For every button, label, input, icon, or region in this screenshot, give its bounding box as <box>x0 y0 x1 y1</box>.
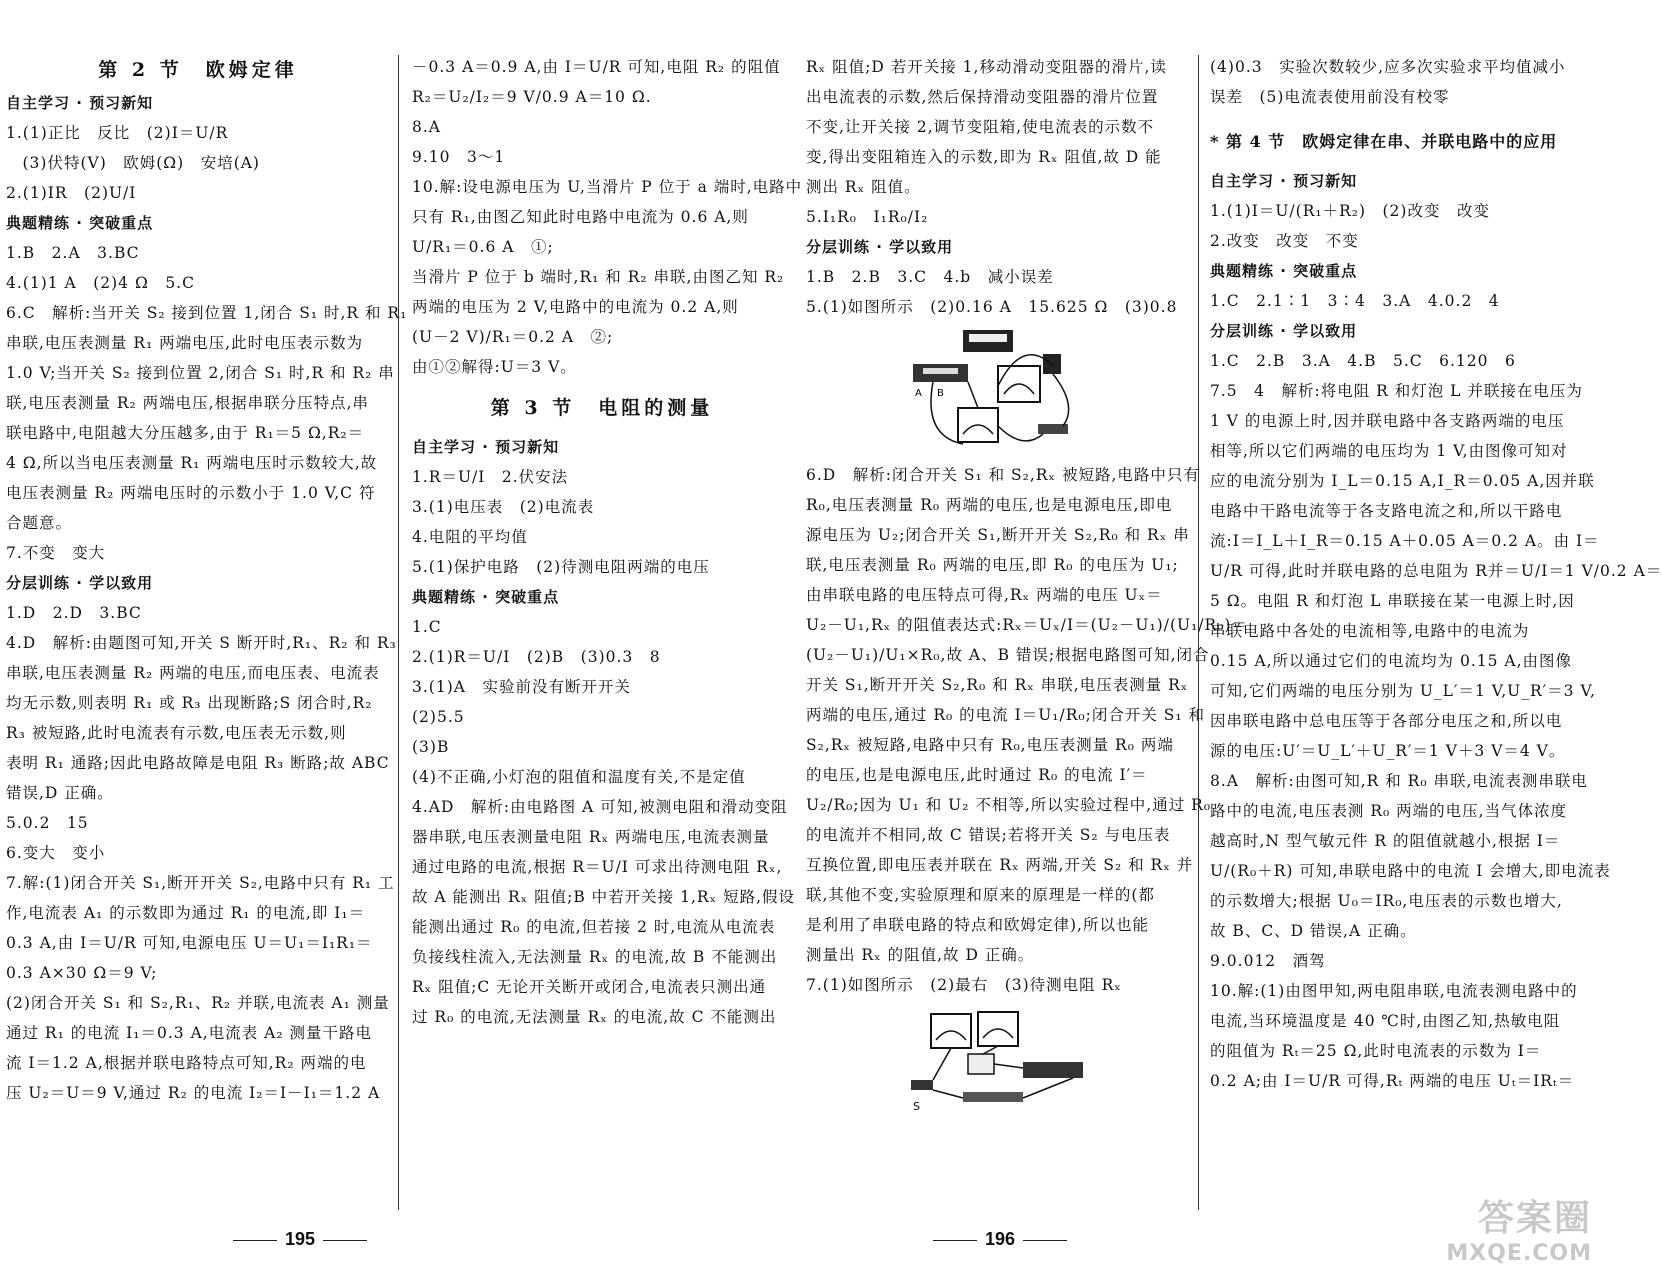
text-line: (4)不正确,小灯泡的阻值和温度有关,不是定值 <box>412 768 746 786</box>
text-line: 相等,所以它们两端的电压均为 1 V,由图像可知对 <box>1210 442 1568 460</box>
text-line: 互换位置,即电压表并联在 Rₓ 两端,开关 S₂ 和 Rₓ 并 <box>806 856 1194 874</box>
text-line: 流:I＝I_L＋I_R＝0.15 A＋0.05 A＝0.2 A。由 I＝ <box>1210 532 1600 550</box>
text-line: 10.解:(1)由图甲知,两电阻串联,电流表测电路中的 <box>1210 982 1578 1000</box>
text-line: 4.电阻的平均值 <box>412 528 528 546</box>
text-line: 联,其他不变,实验原理和原来的原理是一样的(都 <box>806 886 1155 904</box>
text-line: 合题意。 <box>6 514 73 532</box>
column-b <box>412 52 803 1212</box>
text-line: 1.C 2.B 3.A 4.B 5.C 6.120 6 <box>1210 352 1516 370</box>
text-line: 6.C 解析:当开关 S₂ 接到位置 1,闭合 S₁ 时,R 和 R₁ <box>6 304 408 322</box>
text-line: 1.C 2.1∶1 3∶4 3.A 4.0.2 4 <box>1210 292 1500 310</box>
text-line: (U₂－U₁)/U₁×R₀,故 A、B 错误;根据电路图可知,闭合 <box>806 646 1210 664</box>
col-a-lines <box>6 88 408 1108</box>
text-line: 两端的电压为 2 V,电路中的电流为 0.2 A,则 <box>412 298 739 316</box>
text-line: 的示数增大;根据 U₀＝IR₀,电压表的示数也增大, <box>1210 892 1563 910</box>
text-line: 7.不变 变大 <box>6 544 106 562</box>
text-line: 误差 (5)电流表使用前没有校零 <box>1210 88 1450 106</box>
text-line: 的电流并不相同,故 C 错误;若将开关 S₂ 与电压表 <box>806 826 1171 844</box>
text-line: U₂/R₀;因为 U₁ 和 U₂ 不相等,所以实验过程中,通过 R₀ <box>806 796 1212 814</box>
text-line: 1.B 2.A 3.BC <box>6 244 140 262</box>
text-line: 1.(1)正比 反比 (2)I＝U/R <box>6 124 229 142</box>
text-line: 5.(1)如图所示 (2)0.16 A 15.625 Ω (3)0.8 <box>806 298 1178 316</box>
text-line: S₂,Rₓ 被短路,电路中只有 R₀,电压表测量 R₀ 两端 <box>806 736 1174 754</box>
text-line: 由①②解得:U＝3 V。 <box>412 358 577 376</box>
text-line: (U－2 V)/R₁＝0.2 A ②; <box>412 328 614 346</box>
text-line: 的电压,也是电源电压,此时通过 R₀ 的电流 I′＝ <box>806 766 1148 784</box>
col-d-lines-bottom <box>1210 166 1662 1096</box>
text-line: U/R 可得,此时并联电路的总电阻为 R并＝U/I＝1 V/0.2 A＝ <box>1210 562 1662 580</box>
text-line: 6.变大 变小 <box>6 844 106 862</box>
text-line: 7.(1)如图所示 (2)最右 (3)待测电阻 Rₓ <box>806 976 1122 994</box>
text-line: 过 R₀ 的电流,无法测量 Rₓ 的电流,故 C 不能测出 <box>412 1008 777 1026</box>
subsection-heading: 分层训练 · 学以致用 <box>806 238 954 256</box>
text-line: R₂＝U₂/I₂＝9 V/0.9 A＝10 Ω. <box>412 88 652 106</box>
text-line: 0.2 A;由 I＝U/R 可得,Rₜ 两端的电压 Uₜ＝IRₜ＝ <box>1210 1072 1575 1090</box>
text-line: 1 V 的电源上时,因并联电路中各支路两端的电压 <box>1210 412 1565 430</box>
page-number: 196 <box>800 1229 1200 1250</box>
text-line: 流 I＝1.2 A,根据并联电路特点可知,R₂ 两端的电 <box>6 1054 367 1072</box>
text-line: 9.10 3～1 <box>412 148 506 166</box>
text-line: 作,电流表 A₁ 的示数即为通过 R₁ 的电流,即 I₁＝ <box>6 904 366 922</box>
text-line: 越高时,N 型气敏元件 R 的阻值就越小,根据 I＝ <box>1210 832 1561 850</box>
subsection-heading: 自主学习 · 预习新知 <box>1210 172 1358 190</box>
subsection-heading: 分层训练 · 学以致用 <box>6 574 154 592</box>
text-line: 串联电路中各处的电流相等,电路中的电流为 <box>1210 622 1530 640</box>
subsection-heading: 典题精练 · 突破重点 <box>1210 262 1358 280</box>
subsection-heading: 自主学习 · 预习新知 <box>6 94 154 112</box>
text-line: 是利用了串联电路的特点和欧姆定律),所以也能 <box>806 916 1149 934</box>
text-line: (3)B <box>412 738 450 756</box>
text-line: R₀,电压表测量 R₀ 两端的电压,也是电源电压,即电 <box>806 496 1173 514</box>
text-line: 表明 R₁ 通路;因此电路故障是电阻 R₃ 断路;故 ABC <box>6 754 390 772</box>
watermark: 答案圈 MXQE.COM <box>1446 1198 1592 1266</box>
text-line: －0.3 A＝0.9 A,由 I＝U/R 可知,电阻 R₂ 的阻值 <box>412 58 781 76</box>
text-line: 8.A <box>412 118 441 136</box>
section-title: * 第 4 节 欧姆定律在串、并联电路中的应用 <box>1210 132 1558 151</box>
text-line: 通过 R₁ 的电流 I₁＝0.3 A,电流表 A₂ 测量干路电 <box>6 1024 372 1042</box>
text-line: 0.3 A×30 Ω＝9 V; <box>6 964 158 982</box>
col-c-lines-top <box>806 52 1190 322</box>
text-line: 0.3 A,由 I＝U/R 可知,电源电压 U＝U₁＝I₁R₁＝ <box>6 934 373 952</box>
text-line: R₃ 被短路,此时电流表有示数,电压表无示数,则 <box>6 724 347 742</box>
text-line: 应的电流分别为 I_L＝0.15 A,I_R＝0.05 A,因并联 <box>1210 472 1595 490</box>
text-line: 开关 S₁,断开开关 S₂,R₀ 和 Rₓ 串联,电压表测量 Rₓ <box>806 676 1189 694</box>
text-line: 4 Ω,所以当电压表测量 R₁ 两端电压时示数较大,故 <box>6 454 378 472</box>
text-line: 通过电路的电流,根据 R＝U/I 可求出待测电阻 Rₓ, <box>412 858 783 876</box>
text-line: 器串联,电压表测量电阻 Rₓ 两端电压,电流表测量 <box>412 828 770 846</box>
text-line: 因串联电路中总电压等于各部分电压之和,所以电 <box>1210 712 1563 730</box>
svg-text:B: B <box>937 388 944 399</box>
text-line: 故 A 能测出 Rₓ 阻值;B 中若开关接 1,Rₓ 短路,假设 <box>412 888 795 906</box>
text-line: 4.(1)1 A (2)4 Ω 5.C <box>6 274 195 292</box>
text-line: U/(R₀＋R) 可知,串联电路中的电流 I 会增大,即电流表 <box>1210 862 1611 880</box>
svg-text:A: A <box>915 388 922 399</box>
text-line: U/R₁＝0.6 A ①; <box>412 238 554 256</box>
text-line: 压 U₂＝U＝9 V,通过 R₂ 的电流 I₂＝I－I₁＝1.2 A <box>6 1084 381 1102</box>
text-line: 测出 Rₓ 阻值。 <box>806 178 921 196</box>
text-line: 7.5 4 解析:将电阻 R 和灯泡 L 并联接在电压为 <box>1210 382 1583 400</box>
text-line: 0.15 A,所以通过它们的电流均为 0.15 A,由图像 <box>1210 652 1573 670</box>
section-title: 第 3 节 电阻的测量 <box>490 397 714 419</box>
text-line: 2.(1)R＝U/I (2)B (3)0.3 8 <box>412 648 661 666</box>
text-line: 3.(1)电压表 (2)电流表 <box>412 498 595 516</box>
text-line: 可知,它们两端的电压分别为 U_L′＝1 V,U_R′＝3 V, <box>1210 682 1596 700</box>
text-line: 3.(1)A 实验前没有断开开关 <box>412 678 631 696</box>
col-b-lines-bottom <box>412 432 795 1032</box>
subsection-heading: 自主学习 · 预习新知 <box>412 438 560 456</box>
text-line: 均无示数,则表明 R₁ 或 R₃ 出现断路;S 闭合时,R₂ <box>6 694 373 712</box>
column-a <box>6 52 408 1212</box>
text-line: 故 B、C、D 错误,A 正确。 <box>1210 922 1417 940</box>
subsection-heading: 分层训练 · 学以致用 <box>1210 322 1358 340</box>
text-line: 出电流表的示数,然后保持滑动变阻器的滑片位置 <box>806 88 1159 106</box>
text-line: 当滑片 P 位于 b 端时,R₁ 和 R₂ 串联,由图乙知 R₂ <box>412 268 785 286</box>
text-line: 1.0 V;当开关 S₂ 接到位置 2,闭合 S₁ 时,R 和 R₂ 串 <box>6 364 395 382</box>
page-195 <box>0 0 803 1270</box>
column-divider <box>1198 55 1199 1210</box>
circuit-figure-1 <box>903 326 1093 456</box>
text-line: 测量出 Rₓ 的阻值,故 D 正确。 <box>806 946 1035 964</box>
section-title: 第 2 节 欧姆定律 <box>98 59 298 81</box>
text-line: 变,得出变阻箱连入的示数,即为 Rₓ 阻值,故 D 能 <box>806 148 1162 166</box>
text-line: 串联,电压表测量 R₁ 两端电压,此时电压表示数为 <box>6 334 364 352</box>
text-line: 2.(1)IR (2)U/I <box>6 184 137 202</box>
column-divider <box>398 55 399 1210</box>
text-line: (2)闭合开关 S₁ 和 S₂,R₁、R₂ 并联,电流表 A₁ 测量 <box>6 994 390 1012</box>
text-line: 1.D 2.D 3.BC <box>6 604 142 622</box>
text-line: 9.0.012 酒驾 <box>1210 952 1326 970</box>
col-c-lines-mid <box>806 460 1248 1000</box>
text-line: 不变,让开关接 2,调节变阻箱,使电流表的示数不 <box>806 118 1155 136</box>
column-c <box>806 52 1248 1212</box>
text-line: (3)伏特(V) 欧姆(Ω) 安培(A) <box>6 154 260 172</box>
text-line: 1.R＝U/I 2.伏安法 <box>412 468 569 486</box>
text-line: 4.D 解析:由题图可知,开关 S 断开时,R₁、R₂ 和 R₃ <box>6 634 397 652</box>
text-line: 联,电压表测量 R₀ 两端的电压,即 R₀ 的电压为 U₁; <box>806 556 1179 574</box>
text-line: 路中的电流,电压表测 R₀ 两端的电压,当气体浓度 <box>1210 802 1568 820</box>
column-d <box>1210 52 1662 1212</box>
text-line: 源电压为 U₂;闭合开关 S₁,断开开关 S₂,R₀ 和 Rₓ 串 <box>806 526 1190 544</box>
text-line: Rₓ 阻值;D 若开关接 1,移动滑动变阻器的滑片,读 <box>806 58 1167 76</box>
text-line: 6.D 解析:闭合开关 S₁ 和 S₂,Rₓ 被短路,电路中只有 <box>806 466 1200 484</box>
text-line: 10.解:设电源电压为 U,当滑片 P 位于 a 端时,电路中 <box>412 178 803 196</box>
text-line: 错误,D 正确。 <box>6 784 114 802</box>
subsection-heading: 典题精练 · 突破重点 <box>6 214 154 232</box>
text-line: 负接线柱流入,无法测量 Rₓ 的电流,故 B 不能测出 <box>412 948 778 966</box>
text-line: 两端的电压,通过 R₀ 的电流 I＝U₁/R₀;闭合开关 S₁ 和 <box>806 706 1206 724</box>
page-number: 195 <box>100 1229 500 1250</box>
text-line: 电压表测量 R₂ 两端电压时的示数小于 1.0 V,C 符 <box>6 484 376 502</box>
text-line: 5 Ω。电阻 R 和灯泡 L 串联接在某一电源上时,因 <box>1210 592 1575 610</box>
text-line: 联,电压表测量 R₂ 两端电压,根据串联分压特点,串 <box>6 394 370 412</box>
text-line: 的阻值为 Rₜ＝25 Ω,此时电流表的示数为 I＝ <box>1210 1042 1542 1060</box>
circuit-figure-2 <box>903 1004 1093 1119</box>
text-line: 串联,电压表测量 R₂ 两端的电压,而电压表、电流表 <box>6 664 380 682</box>
text-line: 电路中干路电流等于各支路电流之和,所以干路电 <box>1210 502 1563 520</box>
text-line: 能测出通过 R₀ 的电流,但若接 2 时,电流从电流表 <box>412 918 776 936</box>
text-line: 源的电压:U′＝U_L′＋U_R′＝1 V＋3 V＝4 V。 <box>1210 742 1566 760</box>
text-line: 5.0.2 15 <box>6 814 89 832</box>
text-line: 电流,当环境温度是 40 ℃时,由图乙知,热敏电阻 <box>1210 1012 1561 1030</box>
text-line: (4)0.3 实验次数较少,应多次实验求平均值减小 <box>1210 58 1566 76</box>
text-line: 1.B 2.B 3.C 4.b 减小误差 <box>806 268 1054 286</box>
text-line: Rₓ 阻值;C 无论开关断开或闭合,电流表只测出通 <box>412 978 767 996</box>
subsection-heading: 典题精练 · 突破重点 <box>412 588 560 606</box>
text-line: (2)5.5 <box>412 708 465 726</box>
text-line: 7.解:(1)闭合开关 S₁,断开开关 S₂,电路中只有 R₁ 工 <box>6 874 395 892</box>
text-line: 5.I₁R₀ I₁R₀/I₂ <box>806 208 929 226</box>
text-line: 5.(1)保护电路 (2)待测电阻两端的电压 <box>412 558 710 576</box>
page-196 <box>800 0 1662 1270</box>
text-line: 2.改变 改变 不变 <box>1210 232 1359 250</box>
text-line: 1.(1)I＝U/(R₁＋R₂) (2)改变 改变 <box>1210 202 1490 220</box>
text-line: 只有 R₁,由图乙知此时电路中电流为 0.6 A,则 <box>412 208 749 226</box>
svg-text:S: S <box>913 1100 920 1113</box>
text-line: 8.A 解析:由图可知,R 和 R₀ 串联,电流表测串联电 <box>1210 772 1588 790</box>
col-b-lines-top <box>412 52 803 382</box>
text-line: 1.C <box>412 618 442 636</box>
text-line: U₂－U₁,Rₓ 的阻值表达式:Rₓ＝Uₓ/I＝(U₂－U₁)/(U₁/R₀)＝ <box>806 616 1248 634</box>
col-d-lines-top <box>1210 52 1594 112</box>
text-line: 4.AD 解析:由电路图 A 可知,被测电阻和滑动变阻 <box>412 798 788 816</box>
text-line: 联电路中,电阻越大分压越多,由于 R₁＝5 Ω,R₂＝ <box>6 424 365 442</box>
text-line: 由串联电路的电压特点可得,Rₓ 两端的电压 Uₓ＝ <box>806 586 1163 604</box>
